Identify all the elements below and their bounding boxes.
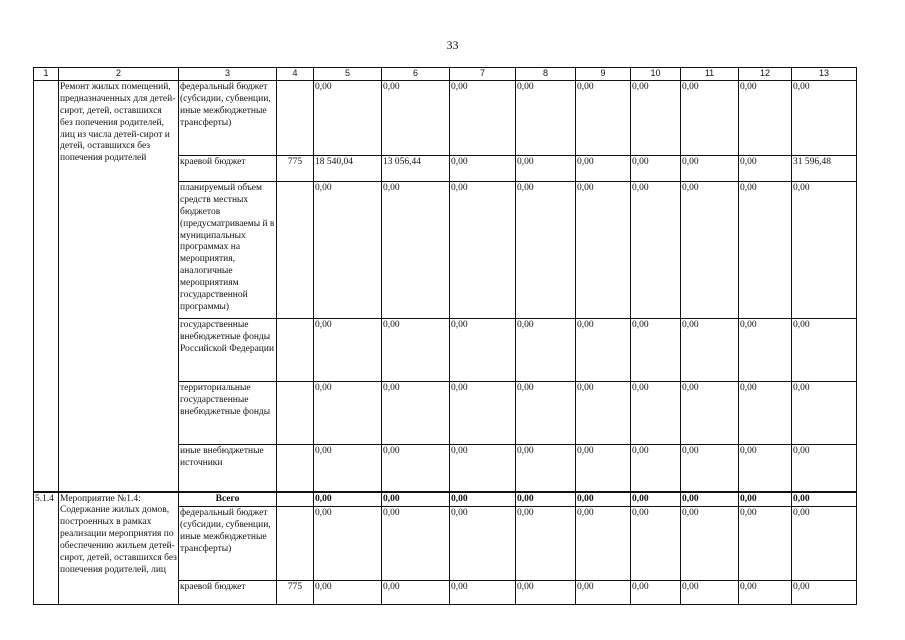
col-header: 1: [34, 68, 59, 81]
amount-cell: 0,00: [792, 319, 857, 382]
amount-cell: 0,00: [576, 445, 631, 492]
table-row: [34, 492, 857, 507]
amount-cell: 0,00: [382, 445, 450, 492]
budget-code: [277, 492, 314, 507]
amount-cell: 0,00: [576, 319, 631, 382]
amount-cell: 0,00: [681, 492, 739, 507]
amount-cell: 0,00: [314, 81, 382, 156]
amount-cell: 0,00: [576, 581, 631, 605]
amount-cell: 0,00: [631, 382, 681, 445]
amount-cell: 0,00: [450, 182, 516, 319]
funding-source: государственные внебюджетные фонды Российской Федерации: [179, 319, 277, 382]
amount-cell: 0,00: [516, 507, 576, 581]
amount-cell: 0,00: [631, 182, 681, 319]
amount-cell: 0,00: [739, 445, 792, 492]
funding-source: федеральный бюджет (субсидии, субвенции, иные межбюджетные трансферты): [179, 507, 277, 581]
col-header: 11: [681, 68, 739, 81]
budget-code: [277, 445, 314, 492]
amount-cell: 0,00: [382, 182, 450, 319]
amount-cell: 0,00: [792, 445, 857, 492]
amount-cell: 0,00: [314, 382, 382, 445]
budget-code: 775: [277, 581, 314, 605]
budget-code: [277, 319, 314, 382]
amount-cell: 0,00: [739, 156, 792, 182]
col-header: 12: [739, 68, 792, 81]
amount-cell: 0,00: [681, 507, 739, 581]
amount-cell: 0,00: [516, 581, 576, 605]
amount-cell: 0,00: [314, 445, 382, 492]
amount-cell: 0,00: [681, 81, 739, 156]
funding-source: краевой бюджет: [179, 581, 277, 605]
budget-code: 775: [277, 156, 314, 182]
amount-cell: 0,00: [739, 382, 792, 445]
amount-cell: 0,00: [792, 507, 857, 581]
amount-cell: 0,00: [681, 156, 739, 182]
amount-cell: 0,00: [576, 382, 631, 445]
col-header: 13: [792, 68, 857, 81]
col-header: 10: [631, 68, 681, 81]
amount-cell: 0,00: [382, 581, 450, 605]
amount-cell: 0,00: [450, 382, 516, 445]
amount-cell: 0,00: [631, 156, 681, 182]
amount-cell: 0,00: [631, 507, 681, 581]
table-row: [34, 81, 857, 156]
budget-code: [277, 382, 314, 445]
amount-cell: 0,00: [516, 319, 576, 382]
amount-cell: 0,00: [631, 581, 681, 605]
amount-cell: 0,00: [739, 319, 792, 382]
funding-source: планируемый объем средств местных бюджетов (предусматриваемы й в муниципальных программах на мероприятия, аналогичные мероприятиям государственной программы): [179, 182, 277, 319]
amount-cell: 0,00: [631, 445, 681, 492]
amount-cell: 0,00: [450, 319, 516, 382]
amount-cell: 0,00: [631, 319, 681, 382]
header-row: [34, 68, 857, 81]
row-number: 5.1.4: [34, 492, 59, 605]
amount-cell: 13 056,44: [382, 156, 450, 182]
amount-cell: 0,00: [681, 319, 739, 382]
col-header: 4: [277, 68, 314, 81]
amount-cell: 0,00: [382, 507, 450, 581]
funding-source: Всего: [179, 492, 277, 507]
amount-cell: 0,00: [516, 156, 576, 182]
amount-cell: 0,00: [739, 182, 792, 319]
amount-cell: 0,00: [516, 182, 576, 319]
funding-source: федеральный бюджет (субсидии, субвенции, иные межбюджетные трансферты): [179, 81, 277, 156]
amount-cell: 0,00: [382, 81, 450, 156]
amount-cell: 0,00: [739, 492, 792, 507]
amount-cell: 0,00: [681, 382, 739, 445]
amount-cell: 0,00: [792, 182, 857, 319]
budget-code: [277, 182, 314, 319]
amount-cell: 0,00: [450, 492, 516, 507]
amount-cell: 0,00: [792, 581, 857, 605]
amount-cell: 0,00: [681, 445, 739, 492]
page-number: 33: [446, 38, 459, 52]
budget-code: [277, 507, 314, 581]
row-number: [34, 81, 59, 492]
amount-cell: 0,00: [516, 445, 576, 492]
col-header: 9: [576, 68, 631, 81]
funding-source: иные внебюджетные источники: [179, 445, 277, 492]
amount-cell: 0,00: [576, 81, 631, 156]
budget-table: [33, 67, 857, 605]
amount-cell: 0,00: [576, 182, 631, 319]
amount-cell: 31 596,48: [792, 156, 857, 182]
col-header: 3: [179, 68, 277, 81]
col-header: 5: [314, 68, 382, 81]
amount-cell: 0,00: [631, 492, 681, 507]
activity-name: Ремонт жилых помещений, предназначенных для детей-сирот, детей, оставшихся без попечения родителей, лиц из числа детей-сирот и детей, оставшихся без попечения родителей: [59, 81, 179, 492]
amount-cell: 0,00: [314, 492, 382, 507]
col-header: 6: [382, 68, 450, 81]
amount-cell: 0,00: [450, 445, 516, 492]
amount-cell: 0,00: [314, 182, 382, 319]
activity-name: Мероприятие №1.4: Содержание жилых домов, построенных в рамках реализации мероприятия по обеспечению жильем детей-сирот, детей, оставшихся без попечения родителей, лиц: [59, 492, 179, 605]
col-header: 7: [450, 68, 516, 81]
budget-code: [277, 81, 314, 156]
amount-cell: 0,00: [450, 581, 516, 605]
amount-cell: 0,00: [382, 492, 450, 507]
amount-cell: 0,00: [382, 382, 450, 445]
amount-cell: 0,00: [739, 581, 792, 605]
amount-cell: 0,00: [739, 81, 792, 156]
amount-cell: 0,00: [450, 156, 516, 182]
amount-cell: 0,00: [631, 81, 681, 156]
amount-cell: 0,00: [516, 382, 576, 445]
amount-cell: 0,00: [314, 507, 382, 581]
amount-cell: 0,00: [450, 507, 516, 581]
amount-cell: 18 540,04: [314, 156, 382, 182]
col-header: 8: [516, 68, 576, 81]
amount-cell: 0,00: [576, 156, 631, 182]
amount-cell: 0,00: [681, 581, 739, 605]
amount-cell: 0,00: [792, 382, 857, 445]
amount-cell: 0,00: [382, 319, 450, 382]
funding-source: краевой бюджет: [179, 156, 277, 182]
amount-cell: 0,00: [450, 81, 516, 156]
funding-source: территориальные государственные внебюджетные фонды: [179, 382, 277, 445]
amount-cell: 0,00: [792, 81, 857, 156]
amount-cell: 0,00: [314, 319, 382, 382]
amount-cell: 0,00: [576, 492, 631, 507]
col-header: 2: [59, 68, 179, 81]
amount-cell: 0,00: [516, 81, 576, 156]
amount-cell: 0,00: [792, 492, 857, 507]
amount-cell: 0,00: [681, 182, 739, 319]
amount-cell: 0,00: [314, 581, 382, 605]
amount-cell: 0,00: [576, 507, 631, 581]
amount-cell: 0,00: [516, 492, 576, 507]
amount-cell: 0,00: [739, 507, 792, 581]
